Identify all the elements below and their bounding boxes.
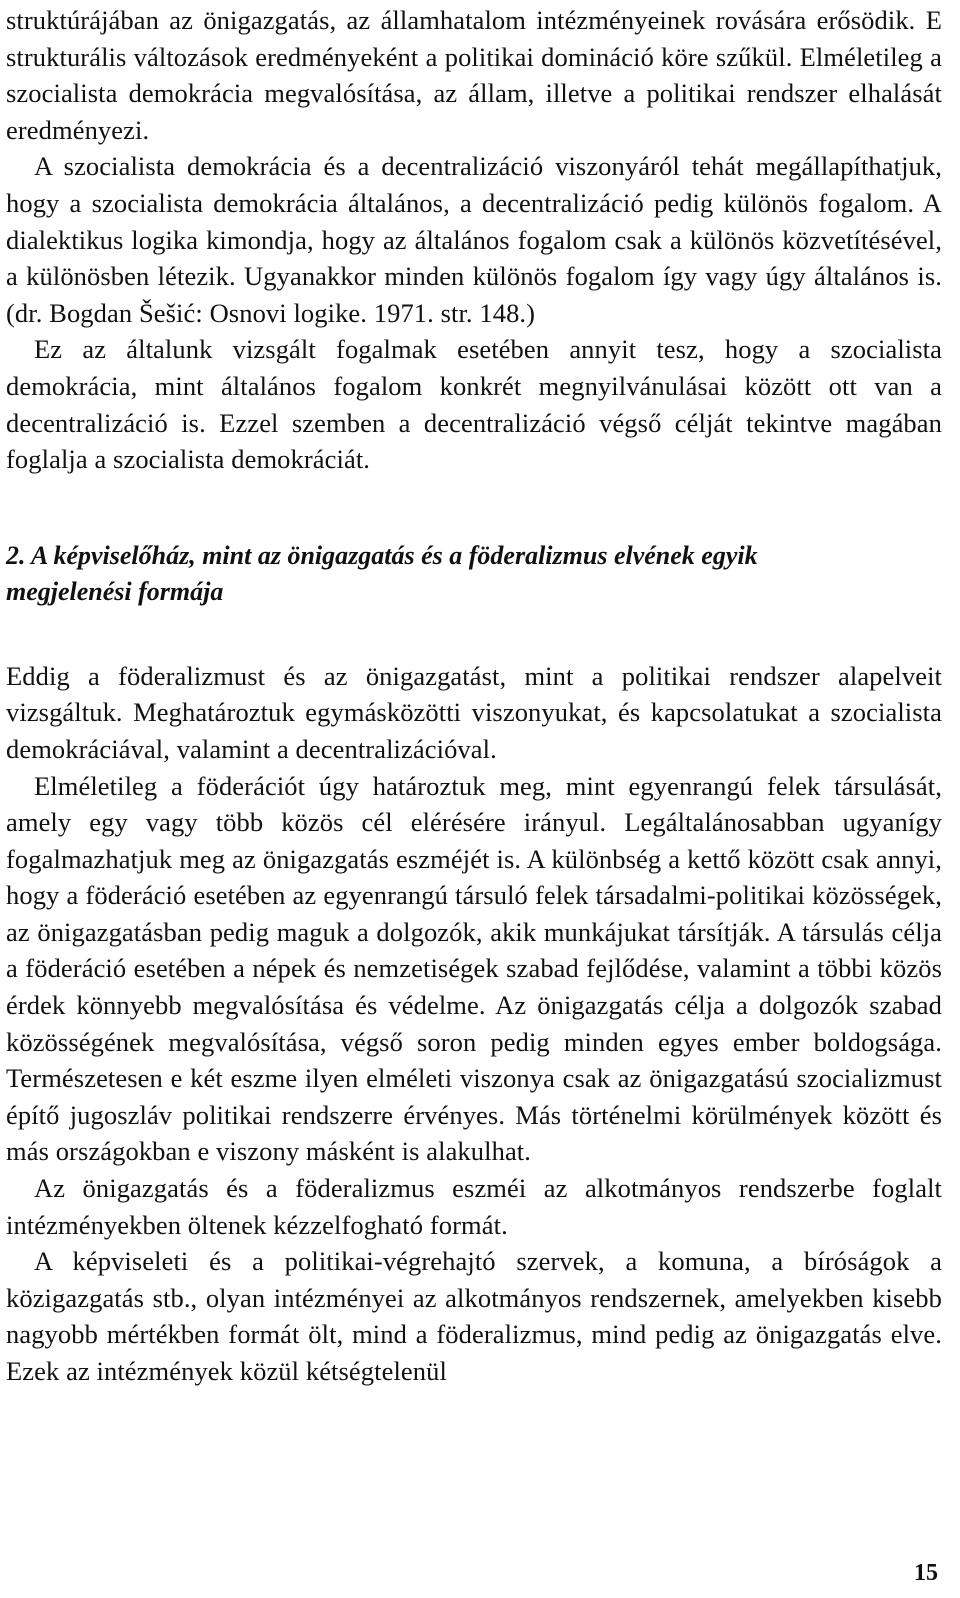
paragraph-concepts: Ez az általunk vizsgált fogalmak esetében annyit tesz, hogy a szocialista demokrácia, mint általános fogalom konkrét megnyilvánulásai között ott van a decentralizáció is. Ezzel szemben a decentralizáció végső célját tekintve magában foglalja a szocialista demokráciát. xyxy=(6,334,942,475)
section-2 xyxy=(6,658,942,1390)
page-number: 15 xyxy=(914,1560,938,1586)
paragraph-ideas: Az önigazgatás és a föderalizmus eszméi az alkotmányos rendszerbe foglalt intézményekben öltenek kézzelfogható formát. xyxy=(6,1173,942,1240)
section-1 xyxy=(6,0,942,478)
paragraph-institutions: A képviseleti és a politikai-végrehajtó szervek, a komuna, a bíróságok a közigazgatás stb., olyan intézményei az alkotmányos rendszernek, amelyekben kisebb nagyobb mértékben formát ölt, mind a föderalizmus, mind pedig az önigazgatás elve. Ezek az intézmények közül kétségtelenül xyxy=(6,1246,942,1386)
document-page xyxy=(6,0,942,1390)
paragraph-democracy-decentralization: A szocialista demokrácia és a decentralizáció viszonyáról tehát megállapíthatjuk, hogy a szocialista demokrácia általános, a decentralizáció pedig különös fogalom. A dialektikus logika kimondja, hogy az általános fogalom csak a különös közvetítésével, a különösben létezik. Ugyanakkor minden különös fogalom így vagy úgy általános is. (dr. Bogdan Šešić: Osnovi logike. 1971. str. 148.) xyxy=(6,151,942,328)
section-heading: 2. A képviselőház, mint az önigazgatás és a föderalizmus elvének egyik megjelenési formája xyxy=(6,540,758,606)
paragraph-continuation: struktúrájában az önigazgatás, az államhatalom intézményeinek rovására erősödik. E strukturális változások eredményeként a politikai domináció köre szűkül. Elméletileg a szocialista demokrácia megvalósítása, az állam, illetve a politikai rendszer elhalását eredményezi. xyxy=(6,5,942,145)
paragraph-federation: Elméletileg a föderációt úgy határoztuk meg, mint egyenrangú felek társulását, amely egy vagy több közös cél elérésére irányul. Legáltalánosabban ugyanígy fogalmazhatjuk meg az önigazgatás eszméjét is. A különbség a kettő között csak annyi, hogy a föderáció esetében az egyenrangú társuló felek társadalmi-politikai közösségek, az önigazgatásban pedig maguk a dolgozók, akik munkájukat társítják. A társulás célja a föderáció esetében a népek és nemzetiségek szabad fejlődése, valamint a többi közös érdek könnyebb megvalósítása és védelme. Az önigazgatás célja a dolgozók szabad közösségének megvalósítása, végső soron pedig minden egyes ember boldogsága. Természetesen e két eszme ilyen elméleti viszonya csak az önigazgatású szocializmust építő jugoszláv politikai rendszerre érvényes. Más történelmi körülmények között és más országokban e viszony másként is alakulhat. xyxy=(6,770,942,1167)
paragraph-intro: Eddig a föderalizmust és az önigazgatást, mint a politikai rendszer alapelveit vizsgáltuk. Meghatároztuk egymásközötti viszonyukat, és kapcsolatukat a szocialista demokráciával, valamint a decentralizációval. xyxy=(6,660,942,764)
